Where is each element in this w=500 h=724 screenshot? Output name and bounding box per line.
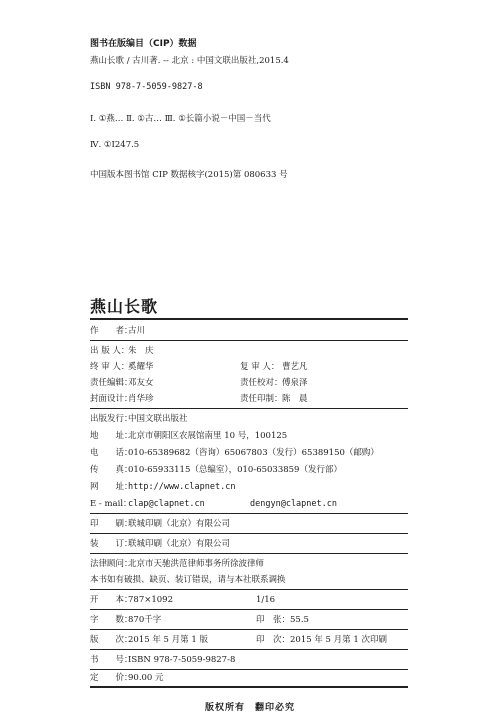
cover-value: 肖华珍 <box>128 394 154 404</box>
phone-label: 电 话： <box>90 448 133 458</box>
editor-label: 责任编辑： <box>90 378 133 388</box>
email-label: E - mail： <box>90 499 132 509</box>
phone-value: 010-65389682（咨询）65067803（发行）65389150（邮购） <box>128 448 379 458</box>
legal-label: 法律顾问： <box>90 559 133 569</box>
publish-row-fax <box>90 463 408 477</box>
cip-class-number: Ⅳ. ①I247.5 <box>90 140 140 150</box>
book-title: 燕山长歌 <box>90 297 159 316</box>
print-row-printer <box>90 517 408 531</box>
divider <box>90 553 408 554</box>
issue-label: 出版发行： <box>90 414 133 424</box>
notice-text: 本书如有破损、缺页、装订错误，请与本社联系调换 <box>90 575 286 585</box>
print-manager-label: 责任印制： <box>240 394 283 404</box>
publish-row-address <box>90 429 408 443</box>
legal-value: 北京市天驰洪范律师事务所徐波律师 <box>128 559 265 569</box>
words-label: 字 数： <box>90 615 133 625</box>
cip-classification: Ⅰ. ①燕… Ⅱ. ①古… Ⅲ. ①长篇小说－中国－当代 <box>90 114 271 124</box>
divider <box>90 408 408 409</box>
printer-label: 印 刷： <box>90 519 133 529</box>
divider <box>90 649 408 650</box>
publish-row-web <box>90 480 408 494</box>
address-value: 北京市朝阳区农展馆南里 10 号，100125 <box>128 431 288 441</box>
email-value-1: clap@clapnet.cn <box>128 499 205 509</box>
title-rule <box>90 318 408 320</box>
divider <box>90 669 408 670</box>
spec-row-words <box>90 613 408 627</box>
email-value-2: dengyn@clapnet.cn <box>250 499 337 509</box>
second-review-value: 曹艺凡 <box>282 362 308 372</box>
cover-label: 封面设计： <box>90 394 133 404</box>
sheets-label: 印 张： <box>256 615 291 625</box>
credit-row-publisher <box>90 344 408 358</box>
copyright-footer: 版权所有 翻印必究 <box>204 703 295 713</box>
divider <box>90 609 408 610</box>
binder-value: 联城印刷（北京）有限公司 <box>128 539 231 549</box>
credit-row-review <box>90 360 408 374</box>
edition-label: 版 次： <box>90 635 133 645</box>
divider <box>90 340 408 341</box>
print-row-legal <box>90 557 408 571</box>
fax-label: 传 真： <box>90 465 133 475</box>
spec-row-edition <box>90 633 408 647</box>
author-label: 作 者： <box>90 326 133 336</box>
edition-value: 2015 年 5 月第 1 版 <box>128 635 208 645</box>
format-extra: 1/16 <box>256 595 276 605</box>
author-value: 古川 <box>128 326 146 336</box>
issue-value: 中国文联出版社 <box>128 414 188 424</box>
address-label: 地 址： <box>90 431 133 441</box>
cip-bibliographic-line: 燕山长歌 / 古川著. -- 北京 : 中国文联出版社,2015.4 <box>90 56 289 66</box>
credit-row-author <box>90 324 408 338</box>
printer-value: 联城印刷（北京）有限公司 <box>128 519 231 529</box>
spec-row-price <box>90 671 408 685</box>
proof-value: 傅泉泽 <box>282 378 308 388</box>
cip-heading: 图书在版编目（CIP）数据 <box>90 39 197 49</box>
final-review-label: 终 审 人： <box>90 362 130 372</box>
print-manager-value: 陈 晨 <box>282 394 308 404</box>
words-value: 870千字 <box>128 615 162 625</box>
price-label: 定 价： <box>90 673 133 683</box>
fax-value: 010-65933115（总编室），010-65033859（发行部） <box>128 465 342 475</box>
bottom-rule <box>90 686 408 688</box>
publisher-label: 出 版 人： <box>90 346 130 356</box>
publisher-value: 朱 庆 <box>128 346 154 356</box>
web-value: http://www.clapnet.cn <box>128 482 236 492</box>
final-review-value: 奚耀华 <box>128 362 154 372</box>
isbn-label: 书 号： <box>90 655 133 665</box>
spec-row-isbn <box>90 653 408 667</box>
print-row-binder <box>90 537 408 551</box>
proof-label: 责任校对： <box>240 378 283 388</box>
impression-value: 2015 年 5 月第 1 次印刷 <box>290 635 387 645</box>
divider <box>90 629 408 630</box>
divider <box>90 513 408 514</box>
publish-row-email <box>90 497 408 511</box>
editor-value: 邓友女 <box>128 378 154 388</box>
credit-row-editor <box>90 376 408 390</box>
format-label: 开 本： <box>90 595 133 605</box>
publish-row-phone <box>90 446 408 460</box>
publish-row-issue <box>90 412 408 426</box>
second-review-label: 复 审 人： <box>240 362 280 372</box>
divider <box>90 589 408 590</box>
print-row-notice <box>90 573 408 587</box>
sheets-value: 55.5 <box>290 615 309 625</box>
format-value: 787×1092 <box>128 595 173 605</box>
price-value: 90.00 元 <box>128 673 164 683</box>
cip-record: 中国版本图书馆 CIP 数据核字(2015)第 080633 号 <box>90 170 288 180</box>
credit-row-cover <box>90 392 408 406</box>
binder-label: 装 订： <box>90 539 133 549</box>
isbn-value: ISBN 978-7-5059-9827-8 <box>128 655 236 665</box>
web-label: 网 址： <box>90 482 133 492</box>
cip-isbn: ISBN 978-7-5059-9827-8 <box>90 82 203 92</box>
divider <box>90 533 408 534</box>
spec-row-format <box>90 593 408 607</box>
impression-label: 印 次： <box>256 635 291 645</box>
